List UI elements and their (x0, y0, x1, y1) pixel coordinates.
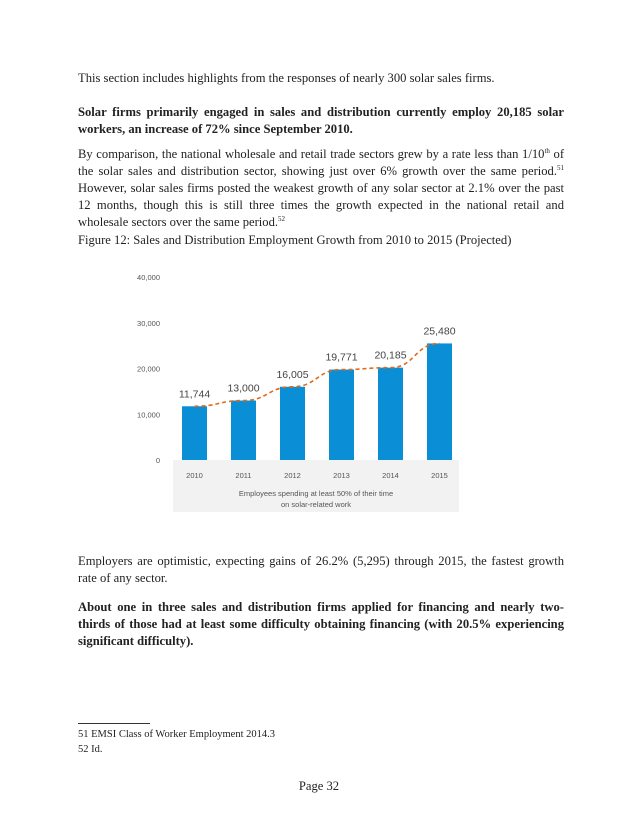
value-label-2014: 20,185 (374, 349, 407, 362)
bar-2015 (427, 343, 452, 460)
value-label-2015: 25,480 (423, 325, 456, 338)
comparison-text-b: of the solar sales and distribution sector, showing just over 6% growth over the same period. (78, 147, 565, 178)
financing-paragraph: About one in three sales and distribution firms applied for financing and nearly two-thirds of those had at least some difficulty obtaining financing (with 20.5% experiencing significant difficulty). (78, 600, 564, 648)
x-axis-label-line2: on solar-related work (280, 500, 352, 509)
employment-highlight-paragraph: Solar firms primarily engaged in sales and distribution currently employ 20,185 solar workers, an increase of 72% since September 2010. (78, 105, 564, 136)
bar-2011 (231, 401, 256, 460)
figure-caption-main: Figure 12: Sales and Distribution Employment Growth from 2010 to 2015 (78, 233, 456, 247)
x-tick-2012: 2012 (284, 471, 301, 480)
footnote-divider (78, 723, 150, 724)
y-tick-label: 20,000 (137, 364, 160, 374)
footnote-52: 52 Id. (78, 744, 103, 755)
x-axis-label-line1: Employees spending at least 50% of their time (238, 489, 394, 498)
bar-2014 (378, 368, 403, 460)
intro-paragraph: This section includes highlights from the responses of nearly 300 solar sales firms. (78, 71, 495, 85)
x-tick-2013: 2013 (333, 471, 350, 480)
value-label-2010: 11,744 (178, 388, 211, 401)
comparison-text-a: By comparison, the national wholesale and retail trade sectors grew by a rate less than 1/10 (78, 147, 545, 161)
bar-2013 (329, 370, 354, 460)
bar-2012 (280, 387, 305, 460)
comparison-text-c: However, solar sales firms posted the weakest growth of any solar sector at 2.1% over the past 12 months, though this is still three times the growth expected in the national retail and wholesale sectors over the same period. (78, 181, 564, 229)
bars-group (182, 343, 452, 460)
figure-caption-suffix: (Projected) (455, 233, 512, 247)
value-label-2012: 16,005 (276, 368, 309, 381)
y-axis-ticks (137, 273, 160, 465)
superscript-th: th (544, 146, 550, 155)
value-labels-group (179, 325, 456, 400)
optimism-paragraph: Employers are optimistic, expecting gains of 26.2% (5,295) through 2015, the fastest growth rate of any sector. (78, 554, 564, 585)
footnote-51: 51 EMSI Class of Worker Employment 2014.3 (78, 729, 275, 740)
y-tick-label: 40,000 (137, 273, 160, 282)
y-tick-label: 0 (155, 456, 160, 465)
page-number: Page 32 (298, 779, 340, 793)
footnote-ref-52: 52 (278, 214, 286, 223)
value-label-2011: 13,000 (227, 382, 260, 395)
x-tick-2010: 2010 (186, 471, 203, 480)
x-tick-2014: 2014 (382, 471, 399, 480)
footnote-ref-51: 51 (557, 163, 564, 172)
x-tick-2015: 2015 (431, 471, 448, 480)
y-tick-label: 10,000 (137, 410, 160, 420)
bar-2010 (182, 406, 207, 460)
value-label-2013: 19,771 (325, 351, 358, 364)
y-tick-label: 30,000 (137, 318, 160, 328)
x-tick-2011: 2011 (235, 471, 252, 480)
